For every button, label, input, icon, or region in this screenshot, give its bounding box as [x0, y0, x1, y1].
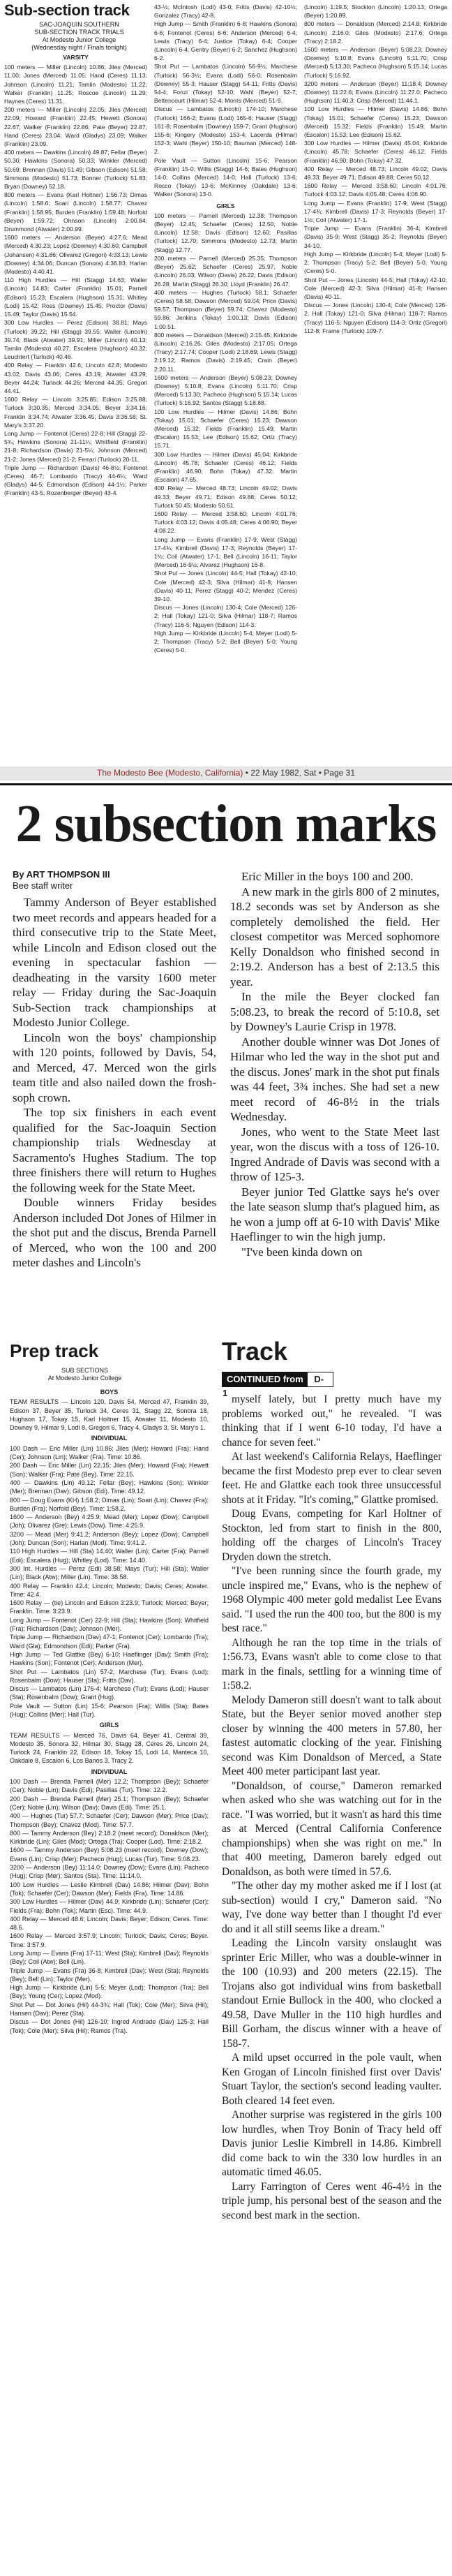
result-entry: 1600 meters — Anderson (Beyer) 5:08.23; Downey (Downey) 5:10.8; Evans (Lincoln) 5:11.70; Crisp (Merced) 5:13.30; Pacheco (Hughson) 5:15.14; Lucas (Turlock) 5:16.92.	[304, 46, 447, 79]
story-paragraph: "The other day my mother asked me if I lost (at sub-section) would I cry," Dameron said. "No way, I've done way better than I thought I'd ever do and it all still seems like a dream."	[222, 1880, 442, 1935]
result-entry: 400 Relay — Franklin 42.6; Lincoln 42.8; Modesto 43.02; Davis 43.06; Ceres 43.19; Atwater 43.29; Beyer 44.24; Turlock 44.26; Merced 44.35; Gregori 44.41.	[4, 362, 147, 394]
result-entry: 800 — Tammy Anderson (Bey) 2:18.2 (meet record); Donaldson (Mer); Kirkbride (Lin); Giles (Mod); Ortega (Tra); Cooper (Lod). Time: 2:18.2.	[10, 1829, 209, 1846]
result-entry: Triple Jump — Richardson (Dav) 47-1; Fontenot (Cer); Lombardo (Tra); Ward (Gla); Edmondson (Edi); Parker (Fra).	[10, 1634, 209, 1650]
story-paragraph: Jones, who went to the State Meet last year, won the discus with a toss of 126-10. Ingred Andrade of Davis was second with a throw of 125-3.	[230, 1125, 439, 1183]
story-paragraph: A new mark in the girls 800 of 2 minutes, 18.2 seconds was set by Anderson as she completely demolished the field. Her closest competitor was Merced sophomore Kelly Donaldson who finished second in 2:19.2. Anderson has a best of 2:13.5 this year.	[230, 884, 439, 989]
result-entry: 1600 Relay — Merced 3:58.60; Lincoln 4:01.76; Turlock 4:03.12; Davis 4:05.48; Ceres 4:06.90.	[304, 182, 447, 198]
results-title: Sub-section track	[4, 1, 130, 19]
result-entry: 1600 meters — Anderson (Beyer) 5:08.23; Downey (Downey) 5:10.8; Evans (Lincoln) 5:11.70; Crisp (Merced) 5:13.30; Pacheco (Hughson) 5:15.14; Lucas (Turlock) 5:16.92; Santos (Stagg) 5:18.88.	[154, 373, 297, 407]
result-entry: 300 Low Hurdles — Hilmer (Davis) 45.04; Kirkbride (Lincoln) 45.78; Schaefer (Ceres) 46.12; Fields (Franklin) 46.90; Bohn (Tokay) 47.32; Martin (Escalon) 47.65.	[154, 450, 297, 484]
result-entry: 300 Low Hurdles — Hilmer (Dav) 44.9; Kirkbride (Lin); Schaefer (Cer); Fields (Fra); Bohn (Tok); Martin (Esc). Time: 44.9.	[10, 1898, 209, 1914]
story-headline: 2 subsection marks	[15, 794, 437, 853]
results-column-2	[154, 3, 297, 764]
result-entry: 3200 meters — Anderson (Beyer) 11:18.4; Downey (Downey) 11:22.6; Evans (Lincoln) 11:27.0; Pacheco (Hughson) 11:40.3; Crisp (Merced) 11:44.1.	[304, 80, 447, 105]
result-entry: 400 — Dawkins (Lin) 49.12; Fellar (Bey); Hawkins (Son); Winkler (Mer); Brennan (Dav); Gibson (Edi). Time: 49.12.	[10, 1479, 209, 1495]
result-entry: 1600 — Tammy Anderson (Bey) 5:08.23 (meet record); Downey (Dow); Evans (Lin); Crisp (Mer); Pacheco (Hug); Lucas (Tur). Time: 5:08.23.	[10, 1846, 209, 1863]
result-entry: 43-½; McIntosh (Lodi) 43-0; Fritts (Davis) 42-10½; Gonzalez (Tracy) 42-8.	[154, 3, 297, 20]
story-paragraph: Larry Farrington of Ceres went 46-4½ in the triple jump, his personal best of the season and the second best mark in the section.	[222, 2180, 442, 2221]
result-entry: 200 Dash — Brenda Parnell (Mer) 25.1; Thompson (Bey); Schaefer (Cer); Noble (Lin); Wilson (Dav); Davis (Edi). Time: 25.1.	[10, 1795, 209, 1811]
result-entry: Discus — Jones (Lincoln) 130-4; Cole (Merced) 126-2; Hall (Tokay) 121-0; Silva (Hilmar) 118-7; Ramos (Tracy) 116-5; Nguyen (Edison) 114-3.	[154, 604, 297, 628]
result-entry: Discus — Lambatos (Lin) 176-4; Marchese (Tur); Evans (Lod); Hauser (Sta); Rosenbalm (Dow); Grant (Hug).	[10, 1685, 209, 1701]
result-entry: 1600 Relay — Merced 3:57.9; Lincoln; Turlock; Davis; Ceres; Beyer. Time: 3:57.9.	[10, 1932, 209, 1948]
result-entry: 400 Relay — Merced 48.73; Lincoln 49.02; Davis 49.33; Beyer 49.71; Edison 49.88; Ceres 50.12.	[304, 165, 447, 182]
result-entry: Discus — Dot Jones (Hil) 126-10; Ingred Andrade (Dav) 125-3; Hall (Tok); Cole (Mer); Silva (Hil); Ramos (Tra).	[10, 2018, 209, 2034]
result-entry: 1600 Relay — Lincoln 3:25.85; Edison 3:25.88; Turlock 3:30.35; Merced 3:34.05; Beyer 3:34.16; Franklin 3:34.74; Atwater 3:36.45; Davis 3:36.58; St. Mary's 3:37.20.	[4, 396, 147, 429]
result-entry: Long Jump — Fontenot (Ceres) 22-8; Hill (Stagg) 22-5¾; Hawkins (Sonora) 21-11¼; Whitfield (Franklin) 21-8; Richardson (Davis) 21-5¼; Johnson (Merced) 21-2; Jones (Merced) 21-2; Ferrari (Turlock) 20-11.	[4, 429, 147, 463]
result-entry: 100 Dash — Brenda Parnell (Mer) 12.2; Thompson (Bey); Schaefer (Cer); Noble (Lin); Davis (Edi); Pasillas (Tur). Time: 12.2.	[10, 1778, 209, 1794]
source-page: Page 31	[324, 768, 355, 778]
story-paragraph: Lincoln won the boys' championship with 120 points, followed by Davis, 54, and Merced, 47. Merced won the girls team title and also nailed down the frosh-soph crown.	[13, 1030, 216, 1104]
results-section-label: BOYS	[100, 1389, 119, 1396]
result-entry: 110 High Hurdles — Hill (Stagg) 14.63; Waller (Lincoln) 14.83; Carter (Franklin) 15.01; Parnell (Edison) 15.23; Escalera (Hughson) 15.31; Whitley (Lodi) 15.42; Ross (Downey) 15.45; Proctor (Davis) 15.49; Taylor (Davis) 15.54.	[4, 276, 147, 318]
source-sep: •	[318, 768, 324, 778]
story-paragraph: A mild upset occurred in the pole vault, when Ken Grogan of Lincoln finished first over Davis' Stuart Taylor, the section's second leading vaulter. Both cleared 14 feet even.	[222, 2052, 442, 2107]
result-entry: 1600 — Anderson (Bey) 4:25.9; Mead (Mer); Lopez (Dow); Campbell (Joh); Olivarez (Gre); Lewis (Dow). Time: 4:25.9.	[10, 1513, 209, 1530]
source-caption	[0, 768, 452, 778]
result-entry: 400 Relay — Merced 48.6; Lincoln; Davis; Beyer; Edison; Ceres. Time: 48.6.	[10, 1915, 209, 1932]
result-entry: Discus — Jones (Lincoln) 130-4; Cole (Merced) 126-2; Hall (Tokay) 121-0; Silva (Hilmar) 118-7; Ramos (Tracy) 116-5; Nguyen (Edison) 114-3; Ortiz (Gregori) 112-8; Frame (Turlock) 109-7.	[304, 302, 447, 334]
results-section-label: GIRLS	[216, 202, 235, 209]
result-entry: 3200 — Anderson (Bey) 11:14.0; Downey (Dow); Evans (Lin); Pacheco (Hug); Crisp (Mer); Santos (Sta). Time: 11:14.0.	[10, 1864, 209, 1880]
result-entry: Long Jump — Evans (Franklin) 17-9; West (Stagg) 17-4¾; Kimbrell (Davis) 17-3; Reynolds (Beyer) 17-1½; Coil (Atwater) 17-1; Bell (Lincoln) 16-11; Taylor (Merced) 16-9½; Alvarez (Hughson) 16-8.	[154, 535, 297, 569]
story-column-right	[230, 869, 439, 1326]
source-publication[interactable]: The Modesto Bee (Modesto, California)	[97, 768, 243, 778]
clipping-divider	[0, 783, 452, 785]
meta-line: SAC-JOAQUIN SOUTHERN	[39, 21, 119, 28]
story-paragraph: In the mile the Beyer clocked fan 5:08.23, to break the record of 5:10.8, set by Downey's Laurie Crisp in 1978.	[230, 990, 439, 1033]
result-entry: Long Jump — Evans (Franklin) 17-9; West (Stagg) 17-4¾; Kimbrell (Davis) 17-3; Reynolds (Beyer) 17-1½; Coil (Atwater) 17-1.	[304, 199, 447, 224]
story-paragraph: Beyer junior Ted Glattke says he's over the late season slump that's plagued him, as he won a jump off at 6-10 with Davis' Mike Haeflinger to win the high jump.	[230, 1185, 439, 1243]
prep-track-title: Prep track	[10, 1340, 99, 1361]
story-paragraph: "I've been running since the fourth grade, my uncle inspired me," Evans, who is the nephew of 1968 Olympic 400 meter gold medalist Lee Evans said. "I used the run the 400 too, but the 800 is my best race."	[222, 1565, 442, 1634]
result-entry: 400 Relay — Merced 48.73; Lincoln 49.02; Davis 49.33; Beyer 49.71; Edison 49.88; Ceres 50.12; Turlock 50.45; Modesto 50.61.	[154, 484, 297, 509]
result-entry: Shot Put — Lambatos (Lincoln) 56-9½; Marchese (Turlock) 56-3½; Evans (Lodi) 56-0; Rosenbalm (Downey) 55-3; Hauser (Stagg) 54-11; Fritts (Davis) 54-4; Fonzi (Tokay) 52-10; Wahl (Beyer) 52-7; Bettencourt (Hilmar) 52-4; Morris (Merced) 51-9.	[154, 63, 297, 105]
result-entry: 400 meters — Dawkins (Lincoln) 49.87; Fellar (Beyer) 50.30; Hawkins (Sonora) 50.33; Winkler (Merced) 50.69; Brennan (Davis) 51.49; Gibson (Edison) 51.58; Simmons (Modesto) 51.73; Bonner (Turlock) 51.83; Bryan (Downey) 52.18.	[4, 149, 147, 191]
result-entry: 110 High Hurdles — Hill (Sta) 14.40; Waller (Lin); Carter (Fra); Parnell (Edi); Escalera (Hug); Whitley (Lod). Time: 14.40.	[10, 1548, 209, 1564]
meta-line: (Wednesday night / Finals tonight)	[31, 44, 127, 51]
story-paragraph: "I've been kinda down on	[241, 1245, 363, 1259]
result-entry: 1600 Relay — Merced 3:58.60; Lincoln 4:01.76; Turlock 4:03.12; Davis 4:05.48; Ceres 4:06.90; Beyer 4:08.22.	[154, 510, 297, 535]
track-story-body	[222, 1393, 442, 2573]
result-entry: 100 Low Hurdles — Hilmer (Davis) 14.86; Bohn (Tokay) 15.01; Schaefer (Ceres) 15.23; Dawson (Merced) 15.32; Fields (Franklin) 15.49; Martin (Escalon) 15.53; Lee (Edison) 15.62.	[304, 105, 447, 139]
result-entry: 300 Low Hurdles — Perez (Edison) 38.81; Mays (Turlock) 39.22; Hill (Stagg) 39.55; Waller (Lincoln) 39.74; Black (Atwater) 39.91; Miller (Lincoln) 40.13; Tamlin (Modesto) 40.27; Escalera (Hughson) 40.32; Leuchtert (Turlock) 40.46.	[4, 319, 147, 361]
source-sep: •	[245, 768, 251, 778]
result-entry: 100 Dash — Eric Miller (Lin) 10.86; Jiles (Mer); Howard (Fra); Hand (Cer); Johnson (Lin); Walker (Fra). Time: 10.86.	[10, 1444, 209, 1461]
prep-track-meta	[10, 1367, 160, 1382]
story-paragraph: The top six finishers in each event qualified for the Sac-Joaquin Section championship trials Wednesday at Sacramento's Hughes Stadium. The top three finishers there will return to Hughes the following week for the State Meet.	[13, 1106, 216, 1194]
subsection-results-clipping	[0, 0, 452, 785]
story-paragraph: myself lately, but I pretty much have my problems worked out," he revealed. "I was thinking that if I went 6-10 today, I'd have a chance for seven feet."	[222, 1393, 442, 1449]
result-entry: Shot Put — Jones (Lincoln) 44-5; Hall (Tokay) 42-10; Cole (Merced) 42-3; Silva (Hilmar) 41-8; Hansen (Davis) 40-11; Perez (Stagg) 40-2; Mendez (Ceres) 39-10.	[154, 570, 297, 603]
result-entry: 1600 meters — Anderson (Beyer) 4:27.6; Mead (Merced) 4:30.23; Lopez (Downey) 4:30.60; Campbell (Johansen) 4:31.86; Olivarez (Gregori) 4:33.13; Lewis (Downey) 4:34.06; Duncan (Sonora) 4:36.83; Harlan (Modesto) 4:40.41.	[4, 234, 147, 276]
meta-line: SUB-SECTION TRACK TRIALS	[34, 29, 124, 36]
result-entry: 400 meters — Hughes (Turlock) 58.1; Schaefer (Ceres) 58.58; Dawson (Merced) 59.04; Price (Davis) 59.57; Thompson (Beyer) 59.74; Chavez (Modesto) 59.86; Jenkins (Tokay) 1:00.13; Davis (Edison) 1:00.51.	[154, 288, 297, 330]
result-entry: Pole Vault — Sutton (Lincoln) 15-6; Pearson (Franklin) 15-0; Willis (Stagg) 14-6; Bates (Hughson) 14-0; Collins (Merced) 14-0; Hall (Turlock) 13-6; Rocco (Tokay) 13-6; McKinney (Oakdale) 13-6; Walker (Sonora) 13-0.	[154, 156, 297, 198]
result-entry: 200 meters — Parnell (Merced) 25.35; Thompson (Beyer) 25.62; Schaefer (Ceres) 25.97; Noble (Lincoln) 26.03; Wilson (Davis) 26.22; Davis (Edison) 26.28; Martin (Stagg) 26.30; Lloyd (Franklin) 26.47.	[154, 254, 297, 288]
result-entry: 800 meters — Donaldson (Merced) 2:14.8; Kirkbride (Lincoln) 2:16.0; Giles (Modesto) 2:17.6; Ortega (Tracy) 2:18.2.	[304, 20, 447, 45]
result-entry: Triple Jump — Evans (Fra) 36-8; Kimbrell (Dav); West (Sta); Reynolds (Bey); Bell (Lin); Taylor (Mer).	[10, 1967, 209, 1983]
byline-role: Bee staff writer	[13, 880, 73, 891]
result-entry: 1600 Relay — (tie) Lincoln and Edison 3:23.9; Turlock; Merced; Beyer; Franklin. Time: 3:23.9.	[10, 1599, 209, 1615]
result-entry: Pole Vault — Sutton (Lin) 15-6; Pearson (Fra); Willis (Sta); Bates (Hug); Collins (Mer); Hall (Tur).	[10, 1702, 209, 1718]
results-section-label: GIRLS	[99, 1722, 119, 1729]
continued-from-box	[222, 1372, 333, 1398]
story-paragraph: Melody Dameron still doesn't want to talk about State, but the Beyer senior moved another step closer by winning the 400 meters in 57.80, her fastest automatic clocking of the year. Finishing second was Kim Donaldson of Merced, a State Meet 400 meter participant last year.	[222, 1694, 442, 1777]
byline-name: By ART THOMPSON III	[13, 869, 110, 880]
result-entry: Discus — Lambatos (Lincoln) 174-10; Marchese (Turlock) 166-2; Evans (Lodi) 165-6; Hauser (Stagg) 161-8; Rosenbalm (Downey) 159-7; Grant (Hughson) 155-6; Kingery (Modesto) 153-4; Lacerda (Hilmar) 152-3; Wahl (Beyer) 150-10; Bauman (Merced) 148-2.	[154, 105, 297, 156]
results-column-1	[4, 50, 147, 764]
result-entry: High Jump — Kirkbride (Lin) 5-5; Meyer (Lod); Thompson (Tra); Bell (Bey); Young (Cer); Lopez (Mod).	[10, 1984, 209, 2000]
story-paragraph: At last weekend's California Relays, Haeflinger became the first Modesto prep ever to clear seven feet. He and Glattke each took three unsuccessful shots at it Friday. "It's coming," Glattke promised.	[222, 1451, 442, 1506]
story-paragraph: Tammy Anderson of Beyer established two meet records and appears headed for a third consecutive trip to the State Meet, while Lincoln and Edison closed out the evening in spectacular fashion — deadheating in the varsity 1600 meter relay — Friday during the Sac-Joaquin Sub-Section track championships at Modesto Junior College.	[13, 896, 216, 1029]
result-entry: 400 Relay — Franklin 42.4; Lincoln; Modesto; Davis; Ceres; Atwater. Time: 42.4.	[10, 1582, 209, 1598]
result-entry: Shot Put — Jones (Lincoln) 44-5; Hall (Tokay) 42-10; Cole (Merced) 42-3; Silva (Hilmar) 41-8; Hansen (Davis) 40-11.	[304, 276, 447, 300]
result-entry: Triple Jump — Evans (Franklin) 36-4; Kimbrell (Davis) 35-9; West (Stagg) 35-2; Reynolds (Beyer) 34-10.	[304, 225, 447, 249]
result-entry: (Lincoln) 1:19.5; Stockton (Lincoln) 1:20.13; Ortega (Beyer) 1:20.89.	[304, 3, 447, 20]
result-entry: 300 Low Hurdles — Hilmer (Davis) 45.04; Kirkbride (Lincoln) 45.78; Schaefer (Ceres) 46.12; Fields (Franklin) 46.90; Bohn (Tokay) 47.32.	[304, 140, 447, 164]
result-entry: Shot Put — Dot Jones (Hil) 44-3¾; Hall (Tok); Cole (Mer); Silva (Hil); Hansen (Dav); Perez (Sta).	[10, 2001, 209, 2018]
story-paragraph: Double winners Friday besides Anderson included Dot Jones of Hilmer in the shot put and the discus, Brenda Parnell of Merced, who won the 100 and 200 meter dashes and Lincoln's	[13, 1196, 216, 1269]
source-date: 22 May 1982, Sat	[250, 768, 317, 778]
result-entry: 100 Low Hurdles — Leslie Kimbrell (Dav) 14.86; Hilmer (Dav); Bohn (Tok); Schaefer (Cer); Dawson (Mer); Fields (Fra). Time: 14.86.	[10, 1881, 209, 1897]
meta-line: At Modesto Junior College	[42, 36, 116, 43]
continued-label: CONTINUED from	[223, 1372, 308, 1386]
story-paragraph: Although he ran the top time in the trials of 1:56.73, Evans wasn't able to come close to that mark in the finals, settling for a winning time of 1:58.2.	[222, 1636, 442, 1692]
result-entry: TEAM RESULTS — Lincoln 120, Davis 54, Merced 47, Franklin 39, Edison 37, Beyer 35, Turlock 34, Ceres 31, Stagg 22, Sonora 18, Hughson 17, Tokay 15, Karl Holtner 15, Atwater 11, Modesto 10, Downey 9, Hilmar 9, Lodi 8, Gregori 6, Tracy 4, Gladys 3, St. Mary's 1.	[10, 1398, 209, 1432]
story-paragraph: Another surprise was registered in the girls 100 low hurdles, when Troy Bonin of Tracy held off Davis junior Leslie Kimbrell in 14.86. Kimbrell did come back to win the 330 low hurdles in an automatic timed 46.05.	[222, 2109, 442, 2178]
story-paragraph: "Donaldson, of course," Dameron remarked when asked who she was watching out for in the race. "I was worried, but it wasn't as hard this time as at Merced (Central California Conference championships) when she was right on me." In that 400 meeting, Dameron barely edged out Donaldson, as both were timed in 57.6.	[222, 1779, 442, 1878]
results-section-label: VARSITY	[63, 54, 89, 61]
story-paragraph: Leading the Lincoln varsity onslaught was sprinter Eric Miller, who was a double-winner in the 100 (10.93) and 200 meters (22.15). The Trojans also got individual wins from basketball standout Ernie Bullock in the 400, who clocked a 49.58, Dave Muller in the 110 high hurdles and Bill Gorham, the discus winner with a heave of 158-7.	[222, 1937, 442, 2050]
result-entry: 200 Dash — Eric Miller (Lin) 22.15; Jiles (Mer); Howard (Fra); Hewett (Son); Walker (Fra); Pate (Bey). Time: 22.15.	[10, 1462, 209, 1478]
result-entry: High Jump — Kirkbride (Lincoln) 5-4; Meyer (Lodi) 5-2; Thompson (Tracy) 5-2; Bell (Beyer) 5-0; Young (Ceres) 5-0.	[304, 250, 447, 275]
result-entry: 100 meters — Parnell (Merced) 12.38; Thompson (Beyer) 12.45; Schaefer (Ceres) 12.50; Noble (Lincoln) 12.58; Davis (Edison) 12.60; Pasillas (Turlock) 12.70; Simmons (Modesto) 12.73; Martin (Stagg) 12.77.	[154, 212, 297, 253]
story-paragraph: Doug Evans, competing for Karl Holtner of Stockton, led from start to finish in the 800, holding off the charges of Lincoln's Tracey Dryden down the stretch.	[222, 1508, 442, 1563]
result-entry: High Jump — Ted Glattke (Bey) 6-10; Haeflinger (Dav); Smith (Fra); Hawkins (Son); Fontenot (Cer); Anderson (Mer).	[10, 1650, 209, 1667]
result-entry: 800 meters — Donaldson (Merced) 2:15.45; Kirkbride (Lincoln) 2:16.26; Giles (Modesto) 2:17.05; Ortega (Tracy) 2:17.74; Cooper (Lodi) 2:18.69; Lewis (Stagg) 2:19.12; Ramos (Davis) 2:19.45; Crain (Beyer) 2:20.11.	[154, 331, 297, 373]
result-entry: 400 — Hughes (Tur) 57.7; Schaefer (Cer); Dawson (Mer); Price (Dav); Thompson (Bey); Chavez (Mod). Time: 57.7.	[10, 1812, 209, 1828]
results-section-label: INDIVIDUAL	[91, 1435, 128, 1442]
result-entry: 800 meters — Evans (Karl Holtner) 1:56.73; Dimas (Lincoln) 1:58.6; Soari (Lincoln) 1:58.77; Chavez (Franklin) 1:58.95; Burden (Franklin) 1:59.48; Norfold (Beyer) 1:59.72; Ohnson (Lincoln) 2:00.84; Drummond (Atwater) 2:00.99.	[4, 191, 147, 233]
result-entry: 3200 — Mead (Mer) 9:41.2; Anderson (Bey); Lopez (Dow); Campbell (Joh); Duncan (Son); Harlan (Mod). Time: 9:41.2.	[10, 1530, 209, 1547]
meta-line: SUB SECTIONS	[61, 1367, 108, 1374]
result-entry: 800 — Doug Evans (KH) 1:58.2; Dimas (Lin); Soari (Lin); Chavez (Fra); Burden (Fra); Norfold (Bey). Time: 1:58.2.	[10, 1496, 209, 1512]
story-column-left	[13, 895, 216, 1328]
result-entry: Long Jump — Evans (Fra) 17-11; West (Sta); Kimbrell (Dav); Reynolds (Bey); Coil (Atw); Bell (Lin).	[10, 1950, 209, 1966]
result-entry: 100 meters — Miller (Lincoln) 10.86; Jiles (Merced) 11.00; Jones (Merced) 11.05; Hand (Ceres) 11.13; Johnson (Lincoln) 11.21; Tamlin (Modesto) 11.22; Walker (Franklin) 11.25; Roscoe (Lincoln) 11.29; Haynes (Ceres) 11.31.	[4, 64, 147, 105]
results-column-3	[304, 3, 447, 764]
result-entry: 200 meters — Miller (Lincoln) 22.05; Jiles (Merced) 22.09; Howard (Franklin) 22.45; Hewett (Sonora) 22.67; Walker (Franklin) 22.86; Pate (Beyer) 22.87; Hand (Ceres) 23.04; Ward (Gladys) 23.09; Walker (Franklin) 23.09.	[4, 106, 147, 148]
result-entry: Shot Put — Lambatos (Lin) 57-2; Marchese (Tur); Evans (Lod); Rosenbalm (Dow); Hauser (Sta); Fritts (Dav).	[10, 1668, 209, 1684]
result-entry: TEAM RESULTS — Merced 76, Davis 64, Beyer 41, Central 39, Modesto 35, Sonora 32, Hilmar 30, Stagg 28, Ceres 26, Lincoln 24, Turlock 24, Franklin 22, Edison 18, Tokay 15, Lodi 14, Manteca 10, Oakdale 8, Escalon 6, Los Banos 3, Tracy 2.	[10, 1731, 209, 1765]
result-entry: High Jump — Smith (Franklin) 6-8; Hawkins (Sonora) 6-6; Fontenot (Ceres) 6-6; Anderson (Merced) 6-4; Lewis (Tracy) 6-4; Justice (Tokay) 6-4; Cooper (Lincoln) 6-4; Gentry (Beyer) 6-2; Sanchez (Hughson) 6-2.	[154, 20, 297, 62]
result-entry: 100 Low Hurdles — Hilmer (Davis) 14.86; Bohn (Tokay) 15.01; Schaefer (Ceres) 15.23; Dawson (Merced) 15.32; Fields (Franklin) 15.49; Martin (Escalon) 15.53; Lee (Edison) 15.62; Ortiz (Tracy) 15.71.	[154, 408, 297, 450]
byline	[13, 869, 110, 891]
result-entry: 300 Int. Hurdles — Perez (Edi) 38.58; Mays (Tur); Hill (Sta); Waller (Lin); Black (Atw); Miller (Lin). Time: 38.58.	[10, 1564, 209, 1581]
results-section-label: INDIVIDUAL	[91, 1768, 128, 1775]
story-paragraph: Another double winner was Dot Jones of Hilmar who led the way in the shot put and the discus. Jones' mark in the shot put finals was 44 feet, 3¾ inches. She had set a new meet record of 46-8½ in the trials Wednesday.	[230, 1035, 439, 1123]
meta-line: At Modesto Junior College	[47, 1375, 122, 1382]
result-entry: Long Jump — Fontenot (Cer) 22-9; Hill (Sta); Hawkins (Son); Whitfield (Fra); Richardson (Dav); Johnson (Mer).	[10, 1616, 209, 1633]
story-paragraph: Eric Miller in the boys 100 and 200.	[241, 870, 414, 883]
continued-page: D-1	[223, 1374, 324, 1398]
prep-results-column	[10, 1386, 209, 2569]
results-meta	[4, 21, 154, 52]
result-entry: High Jump — Kirkbride (Lincoln) 5-4; Meyer (Lodi) 5-2; Thompson (Tracy) 5-2; Bell (Beyer) 5-0; Young (Ceres) 5-0.	[154, 629, 297, 654]
track-story-title: Track	[222, 1337, 288, 1365]
result-entry: Triple Jump — Richardson (Davis) 46-8½; Fontenot (Ceres) 46-7; Lombardo (Tracy) 44-6¼; Ward (Gladys) 44-5; Edmondson (Edison) 44-1½; Parker (Franklin) 43-5; Rozenberger (Beyer) 43-4.	[4, 464, 147, 497]
